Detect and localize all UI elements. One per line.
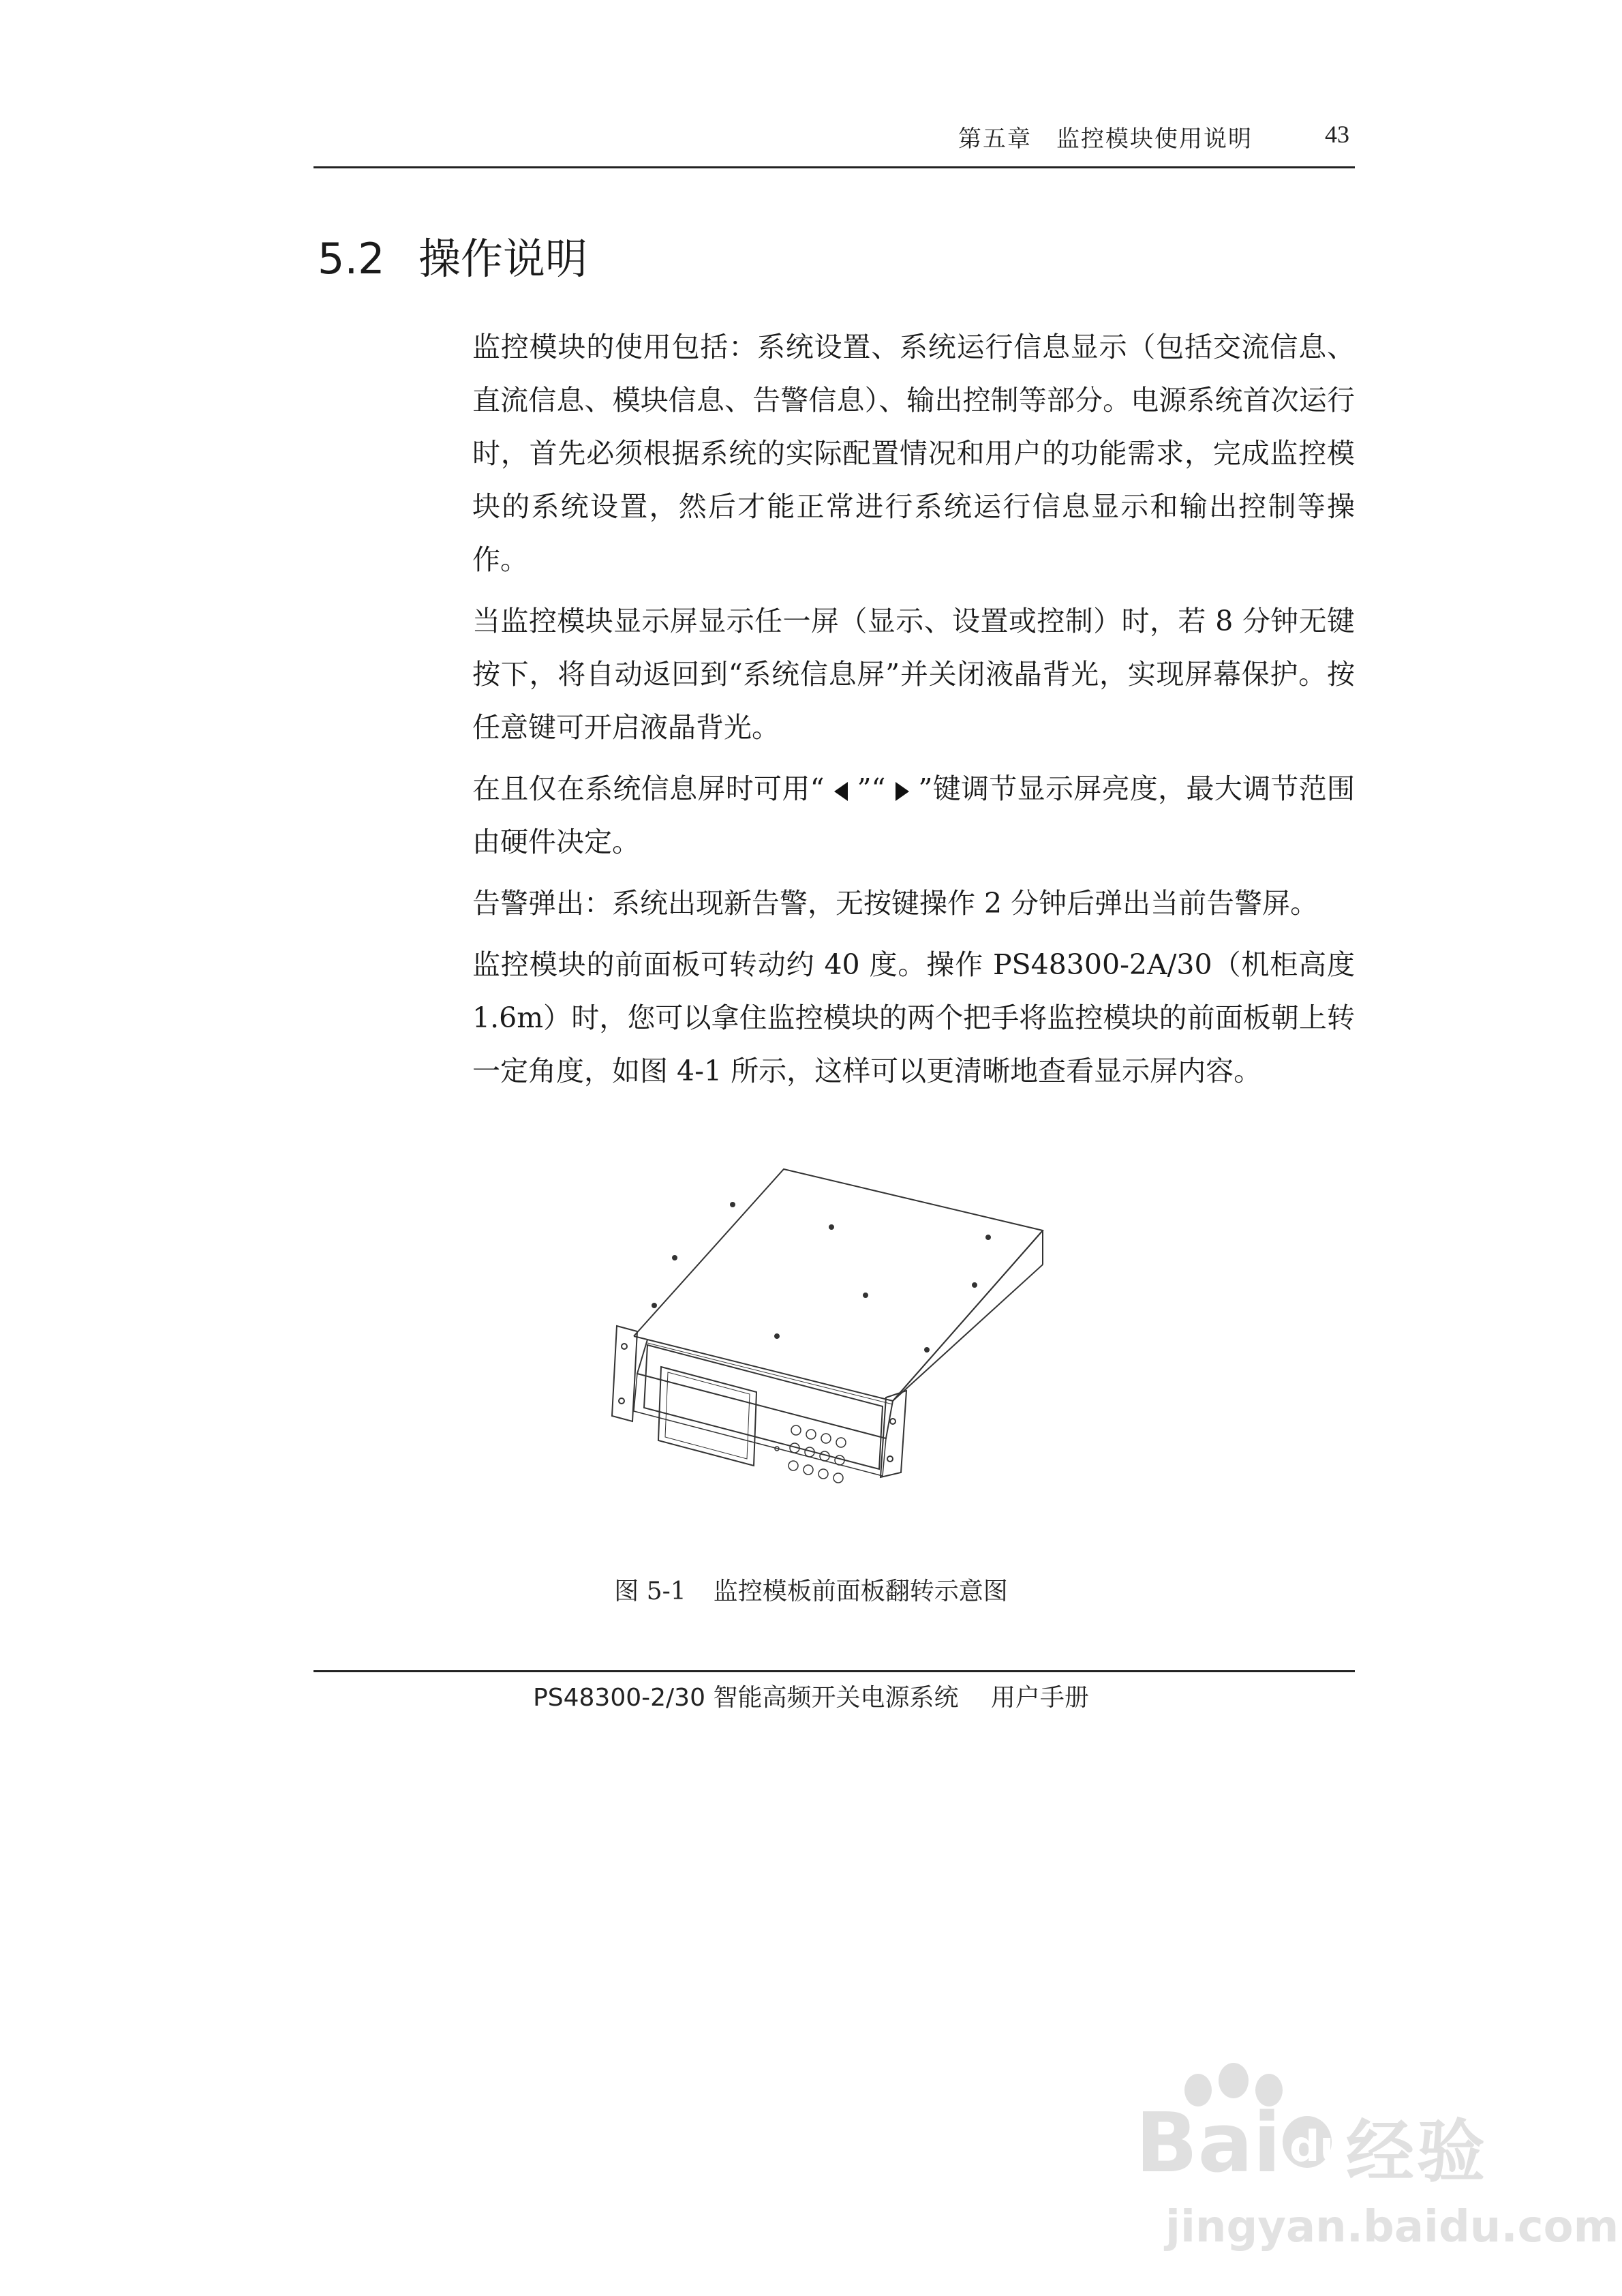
front-panel [634,1345,886,1476]
section-heading [318,225,587,286]
page-header [313,115,1355,155]
figure-number: 图 5-1 [614,1577,686,1605]
left-arrow-key-icon [834,782,848,801]
lcd-screen [658,1367,756,1466]
right-arrow-key-icon [896,782,909,801]
paragraph-5: 监控模块的前面板可转动约 40 度。操作 PS48300-2A/30（机柜高度 1.6m）时，您可以拿住监控模块的两个把手将监控模块的前面板朝上转一定角度，如图 4-1 所示，这样可以更清晰地查看显示屏内容。 [472,948,1355,1087]
svg-text:Bai: Bai [1135,2096,1281,2191]
section-number: 5.2 [318,234,385,284]
left-mounting-ear [612,1326,637,1421]
baidu-jingyan-watermark [1131,2059,1619,2263]
footer-doc-type: 用户手册 [990,1684,1089,1712]
top-screws [652,1203,990,1352]
paragraph-4: 告警弹出：系统出现新告警，无按键操作 2 分钟后弹出当前告警屏。 [472,887,1319,920]
watermark-url: jingyan.baidu.com [1165,2202,1619,2252]
paragraph-3-before: 在且仅在系统信息屏时可用“ [472,772,825,805]
paragraph-3-middle: ”“ [857,772,886,805]
paragraph-1: 监控模块的使用包括：系统设置、系统运行信息显示（包括交流信息、直流信息、模块信息、告警信息）、输出控制等部分。电源系统首次运行时，首先必须根据系统的实际配置情况和用户的功能需求，完成监控模块的系统设置，然后才能正常进行系统运行信息显示和输出控制等操作。 [472,331,1355,576]
svg-text:du: du [1289,2121,1350,2171]
footer-rule [313,1670,1355,1672]
figure-caption [0,1572,1622,1607]
right-mounting-ear [881,1391,906,1477]
footer-model: PS48300-2/30 [533,1684,705,1712]
page-number: 43 [1325,121,1349,148]
section-title: 操作说明 [418,234,588,284]
paragraph-2: 当监控模块显示屏显示任一屏（显示、设置或控制）时，若 8 分钟无键按下，将自动返回到“系统信息屏”并关闭液晶背光，实现屏幕保护。按任意键可开启液晶背光。 [472,605,1355,744]
header-rule [313,166,1355,168]
monitor-module-figure [607,1169,1077,1524]
chassis-outline [634,1169,1043,1438]
keypad [775,1425,846,1483]
body-text [472,320,1355,1106]
watermark-brand-cn: 经验 [1346,2112,1488,2192]
page-footer [0,1678,1622,1713]
chapter-title: 第五章 监控模块使用说明 [958,125,1253,153]
baidu-logo-icon [1131,2059,1350,2195]
footer-title: 智能高频开关电源系统 [713,1684,959,1712]
paragraph-3 [472,762,1355,868]
figure-caption-text: 监控模板前面板翻转示意图 [713,1577,1008,1605]
paragraph-3-after: ”键调节显示屏亮度，最大调节范围由硬件决定。 [472,772,1355,858]
